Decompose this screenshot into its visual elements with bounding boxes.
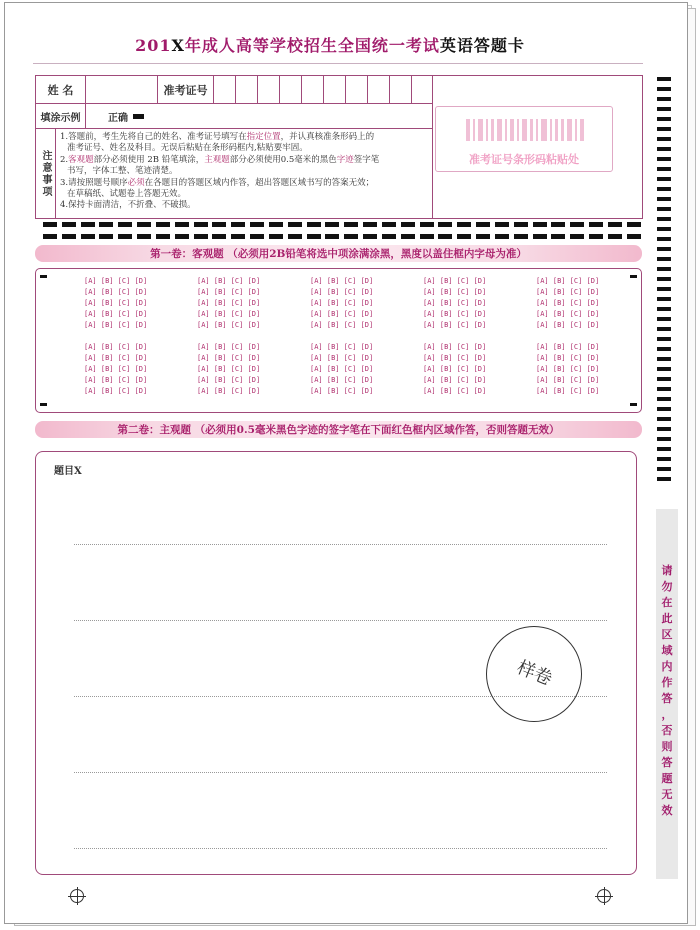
exam-number-cell[interactable] bbox=[390, 76, 412, 104]
fill-sample-correct-text: 正确 bbox=[108, 112, 128, 124]
note-line bbox=[60, 178, 432, 189]
note-highlight: 客观题 bbox=[68, 154, 94, 165]
crosshair-icon bbox=[70, 889, 84, 903]
barcode-icon bbox=[466, 119, 584, 141]
name-field[interactable] bbox=[86, 76, 158, 104]
question-label: 题目X bbox=[54, 466, 82, 477]
barcode-label: 准考证号条形码粘贴处 bbox=[469, 153, 579, 166]
note-text: 4.保持卡面清洁，不折叠、不破损。 bbox=[60, 200, 196, 211]
answer-line bbox=[74, 772, 607, 773]
option-group[interactable]: [A] [B] [C] [D] [A] [B] [C] [D] [A] [B] [C] [D] [A] [B] [C] [D] [A] [B] [C] [D] bbox=[197, 343, 261, 395]
note-line bbox=[60, 189, 432, 200]
option-group[interactable]: [A] [B] [C] [D] [A] [B] [C] [D] [A] [B] [C] [D] [A] [B] [C] [D] [A] [B] [C] [D] bbox=[423, 343, 487, 395]
option-group[interactable]: [A] [B] [C] [D] [A] [B] [C] [D] [A] [B] [C] [D] [A] [B] [C] [D] [A] [B] [C] [D] bbox=[310, 277, 374, 329]
notes-divider bbox=[432, 104, 433, 219]
answer-sheet bbox=[4, 2, 688, 924]
title-divider bbox=[33, 63, 643, 64]
option-group[interactable]: [A] [B] [C] [D] [A] [B] [C] [D] [A] [B] [C] [D] [A] [B] [C] [D] [A] [B] [C] [D] bbox=[197, 277, 261, 329]
exam-number-cell[interactable] bbox=[346, 76, 368, 104]
notes-label: 注意事项 bbox=[36, 129, 56, 219]
exam-number-cell[interactable] bbox=[236, 76, 258, 104]
note-text: 签字笔 bbox=[353, 154, 380, 165]
note-line bbox=[60, 166, 432, 177]
position-mark bbox=[630, 403, 637, 406]
option-group[interactable]: [A] [B] [C] [D] [A] [B] [C] [D] [A] [B] [C] [D] [A] [B] [C] [D] [A] [B] [C] [D] bbox=[423, 277, 487, 329]
exam-number-cell[interactable] bbox=[258, 76, 280, 104]
filled-mark bbox=[133, 114, 144, 119]
answer-line bbox=[74, 848, 607, 849]
position-mark bbox=[630, 275, 637, 278]
note-line bbox=[60, 132, 432, 143]
note-text: 部分必须使用0.5毫米的黑色 bbox=[229, 154, 337, 165]
subjective-answer-box[interactable] bbox=[35, 451, 637, 875]
note-highlight: 字迹 bbox=[336, 154, 354, 165]
note-text: 在草稿纸、试题卷上答题无效。 bbox=[67, 189, 187, 200]
notes-text bbox=[60, 132, 432, 212]
exam-number-cell[interactable] bbox=[412, 76, 433, 104]
timing-marks-row bbox=[43, 222, 641, 227]
title-main: 年成人高等学校招生全国统一考试 bbox=[184, 36, 440, 55]
position-mark bbox=[40, 275, 47, 278]
position-mark bbox=[40, 403, 47, 406]
title-subject: 英语答题卡 bbox=[439, 36, 525, 55]
note-highlight: 主观题 bbox=[204, 154, 230, 165]
exam-number-cell[interactable] bbox=[368, 76, 390, 104]
note-highlight: 必须 bbox=[127, 177, 145, 188]
exam-number-cell[interactable] bbox=[214, 76, 236, 104]
objective-answer-box bbox=[35, 268, 642, 413]
note-text: 书写，字体工整、笔迹清楚。 bbox=[67, 166, 178, 177]
no-answer-warning: 请 勿 在 此 区 域 内 作 答 ， 否 则 答 题 无 效 bbox=[661, 564, 673, 817]
name-label: 姓 名 bbox=[36, 76, 86, 104]
note-text: 2. bbox=[60, 154, 69, 165]
fill-sample-label: 填涂示例 bbox=[36, 104, 86, 128]
note-text: 3.请按照题号顺序 bbox=[60, 177, 128, 188]
section2-banner: 第二卷：主观题 （必须用0.5毫米黑色字迹的签字笔在下面红色框内区域作答，否则答题无效） bbox=[35, 421, 642, 438]
sample-stamp-text: 样卷 bbox=[513, 656, 556, 690]
exam-number-label: 准考证号 bbox=[158, 76, 214, 104]
title-year: 201 bbox=[135, 36, 172, 55]
option-group[interactable]: [A] [B] [C] [D] [A] [B] [C] [D] [A] [B] [C] [D] [A] [B] [C] [D] [A] [B] [C] [D] bbox=[84, 343, 148, 395]
section1-banner: 第一卷：客观题 （必须用2B铅笔将选中项涂满涂黑，黑度以盖住框内字母为准） bbox=[35, 245, 642, 262]
exam-number-cell[interactable] bbox=[302, 76, 324, 104]
note-text: 准考证号、姓名及科目。无误后粘贴在条形码框内,粘贴要牢固。 bbox=[67, 143, 308, 154]
page-title bbox=[5, 33, 655, 56]
timing-marks-row bbox=[43, 234, 641, 239]
note-highlight: 指定位置 bbox=[246, 132, 281, 142]
exam-number-cell[interactable] bbox=[324, 76, 346, 104]
option-group[interactable]: [A] [B] [C] [D] [A] [B] [C] [D] [A] [B] [C] [D] [A] [B] [C] [D] [A] [B] [C] [D] bbox=[84, 277, 148, 329]
note-text: ，并认真核准条形码上的 bbox=[280, 132, 375, 142]
note-line bbox=[60, 200, 432, 211]
note-text: 部分必须使用 2B 铅笔填涂， bbox=[93, 154, 205, 165]
note-text: 在各题目的答题区域内作答，超出答题区域书写的答案无效； bbox=[144, 177, 375, 188]
answer-line bbox=[74, 544, 607, 545]
exam-number-cell[interactable] bbox=[280, 76, 302, 104]
fill-sample-row bbox=[36, 104, 433, 129]
crosshair-icon bbox=[597, 889, 611, 903]
note-line bbox=[60, 155, 432, 166]
name-row bbox=[36, 76, 433, 104]
option-group[interactable]: [A] [B] [C] [D] [A] [B] [C] [D] [A] [B] [C] [D] [A] [B] [C] [D] [A] [B] [C] [D] bbox=[310, 343, 374, 395]
answer-line bbox=[74, 620, 607, 621]
sample-stamp bbox=[486, 626, 582, 722]
option-group[interactable]: [A] [B] [C] [D] [A] [B] [C] [D] [A] [B] [C] [D] [A] [B] [C] [D] [A] [B] [C] [D] bbox=[536, 277, 600, 329]
barcode-paste-area[interactable] bbox=[435, 106, 613, 172]
option-group[interactable]: [A] [B] [C] [D] [A] [B] [C] [D] [A] [B] [C] [D] [A] [B] [C] [D] [A] [B] [C] [D] bbox=[536, 343, 600, 395]
note-line bbox=[60, 143, 432, 154]
title-year-x: X bbox=[171, 36, 185, 55]
note-text: 1.答题前，考生先将自己的姓名、准考证号填写在 bbox=[60, 132, 247, 142]
fill-sample-correct bbox=[108, 104, 144, 128]
